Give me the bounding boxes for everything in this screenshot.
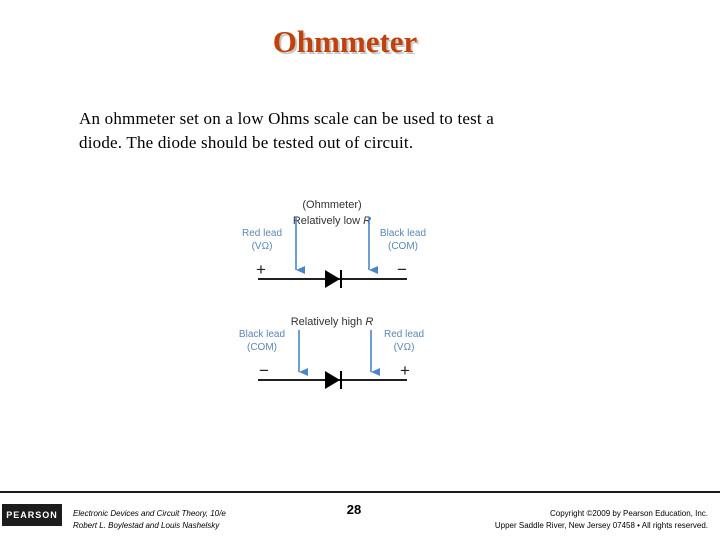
slide-title: Ohmmeter [272, 24, 418, 59]
body-line-1: An ohmmeter set on a low Ohms scale can be used to test a [79, 109, 495, 128]
top-diode-symbol [325, 270, 341, 288]
top-reading-text: Relatively low [292, 215, 364, 227]
top-left-lead-label [242, 228, 282, 252]
top-left-lead-line1: Red lead [241, 228, 283, 239]
top-left-sign: + [256, 260, 266, 279]
body-line-2: diode. The diode should be tested out of circuit. [79, 133, 414, 152]
bottom-left-sign: − [259, 361, 269, 380]
bottom-right-sign: + [400, 361, 410, 380]
bottom-left-lead-line2: (COM) [247, 342, 277, 353]
top-reading-label: Relatively low R [292, 215, 372, 227]
ohmmeter-label: (Ohmmeter) [302, 199, 362, 211]
top-right-sign: − [397, 260, 407, 279]
bottom-left-lead-label [239, 329, 285, 353]
copyright-line-1: Copyright ©2009 by Pearson Education, Inc. [550, 509, 708, 518]
top-left-lead-line2: (VΩ) [251, 241, 273, 252]
book-title: Electronic Devices and Circuit Theory, 10/e [73, 509, 226, 518]
top-right-lead-label [380, 228, 426, 252]
copyright-notice [495, 508, 708, 532]
bottom-right-lead-line1: Red lead [383, 329, 425, 340]
bottom-left-lead-line1: Black lead [238, 329, 286, 340]
page-number: 28 [346, 502, 362, 517]
pearson-logo: PEARSON [2, 504, 62, 526]
copyright-line-2: Upper Saddle River, New Jersey 07458 • All rights reserved. [494, 521, 708, 530]
bottom-right-lead-line2: (VΩ) [393, 342, 415, 353]
book-authors: Robert L. Boylestad and Louis Nashelsky [73, 521, 220, 530]
book-citation [73, 508, 226, 532]
bottom-reading-label: Relatively high R [290, 316, 374, 328]
top-right-lead-line1: Black lead [379, 228, 427, 239]
top-right-lead-line2: (COM) [388, 241, 418, 252]
bottom-right-lead-label [384, 329, 424, 353]
footer-divider [0, 491, 720, 493]
bottom-diode-symbol [325, 371, 341, 389]
bottom-reading-text: Relatively high [290, 316, 366, 328]
